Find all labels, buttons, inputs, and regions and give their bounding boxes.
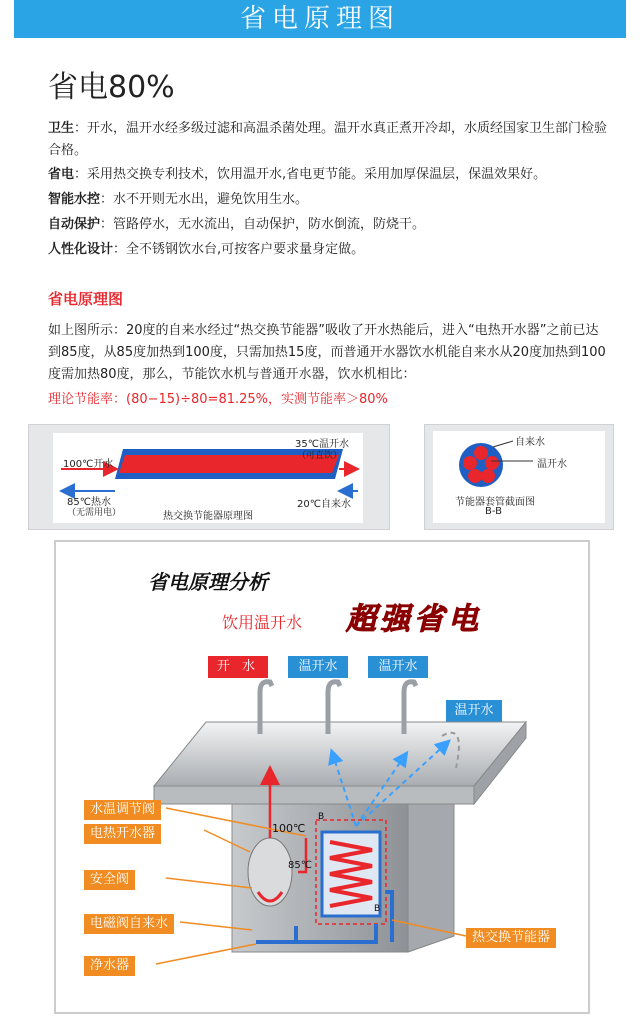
headline: 省电80% [48, 70, 175, 105]
feature-protect [48, 214, 608, 236]
tap-label-warm-2: 温开水 [368, 656, 428, 678]
feature-label: 智能水控 [48, 192, 101, 207]
feature-sep: ： [74, 121, 88, 136]
label-heat-exchanger: 热交换节能器 [466, 928, 556, 948]
exchanger-panel [28, 424, 390, 530]
feature-design [48, 239, 608, 261]
exchanger-inner [53, 433, 363, 523]
section-caption: 节能器套管截面图 [455, 497, 535, 508]
section-label-tap: 自来水 [515, 437, 545, 448]
label-out-35: 35℃温开水 [295, 439, 349, 450]
feature-sep: ： [100, 192, 114, 207]
feature-label: 自动保护 [48, 217, 101, 232]
label-temp-valve: 水温调节阀 [84, 800, 161, 820]
label-purifier: 净水器 [84, 956, 135, 976]
section-caption-bb: B-B [485, 506, 502, 517]
analysis-subtitle: 饮用温开水 [222, 613, 303, 632]
feature-sep: ： [74, 167, 88, 182]
feature-hygiene [48, 118, 608, 162]
savings-formula: 理论节能率：(80−15)÷80=81.25%，实测节能率＞80% [48, 392, 388, 407]
side-label-warm: 温开水 [446, 700, 502, 722]
temp-85: 85℃ [288, 860, 312, 871]
feature-text: 水不开则无水出，避免饮用生水。 [113, 192, 309, 207]
principle-paragraph: 如上图所示：20度的自来水经过“热交换节能器”吸收了开水热能后，进入“电热开水器”之前已达到85度，从85度加热到100度，只需加热15度，而普通开水器饮水机能自来水从20度加热到100度需加热80度，那么，节能饮水机与普通开水器，饮水机相比： [48, 323, 606, 382]
feature-label: 省电 [48, 167, 75, 182]
label-electric-boiler: 电热开水器 [84, 824, 161, 844]
analysis-diagram [54, 540, 590, 1014]
label-solenoid-tap: 电磁阀自来水 [84, 914, 174, 934]
label-out-35-note: （可直饮） [297, 451, 343, 461]
page-banner: 省电原理图 [14, 0, 626, 38]
exchanger-caption: 热交换节能器原理图 [163, 511, 253, 522]
section-label-warm: 温开水 [537, 459, 567, 470]
label-hot-85: 85℃热水 [67, 497, 111, 508]
feature-smart [48, 189, 608, 211]
feature-sep: ： [113, 242, 127, 257]
analysis-slogan: 超强省电 [346, 602, 482, 637]
feature-label: 人性化设计 [48, 242, 114, 257]
label-in-100: 100℃开水 [63, 459, 114, 470]
analysis-title: 省电原理分析 [148, 570, 268, 594]
feature-label: 卫生 [48, 121, 75, 136]
label-in-20: 20℃自来水 [297, 499, 351, 510]
tap-label-boiling: 开 水 [208, 656, 268, 678]
section-mark-b-top: B [318, 812, 325, 822]
section-inner [433, 431, 605, 523]
label-safety-valve: 安全阀 [84, 870, 135, 890]
temp-100: 100℃ [272, 822, 306, 835]
feature-sep: ： [100, 217, 114, 232]
principle-title: 省电原理图 [48, 290, 124, 308]
section-mark-b-bottom: B [374, 904, 381, 914]
label-hot-85-note: （无需用电） [67, 508, 122, 518]
feature-text: 管路停水，无水流出，自动保护，防水倒流，防烧干。 [113, 217, 426, 232]
feature-text: 采用热交换专利技术，饮用温开水,省电更节能。采用加厚保温层，保温效果好。 [87, 167, 547, 182]
feature-text: 开水，温开水经多级过滤和高温杀菌处理。温开水真正煮开冷却，水质经国家卫生部门检验合格。 [48, 121, 608, 158]
feature-text: 全不锈钢饮水台,可按客户要求量身定做。 [126, 242, 365, 257]
feature-power [48, 164, 608, 186]
tap-label-warm-1: 温开水 [288, 656, 348, 678]
section-panel [424, 424, 614, 530]
